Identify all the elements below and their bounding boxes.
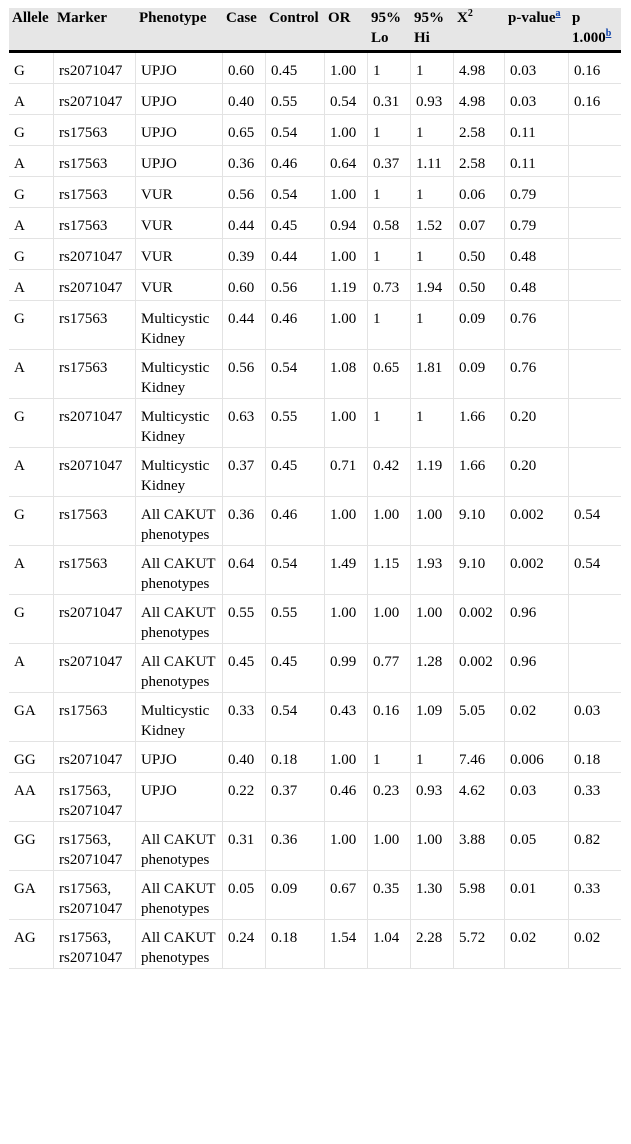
table-row bbox=[9, 920, 621, 969]
table-row bbox=[9, 871, 621, 920]
cell-p-value: 0.79 bbox=[505, 177, 569, 208]
cell-chi-square: 4.62 bbox=[454, 773, 505, 822]
header-chi-square: $X^2$ bbox=[454, 8, 505, 53]
cell-chi-square: 1.66 bbox=[454, 399, 505, 448]
cell-phenotype: All CAKUT phenotypes bbox=[136, 871, 223, 920]
cell-chi-square: 9.10 bbox=[454, 497, 505, 546]
cell-control: 0.54 bbox=[266, 177, 325, 208]
table-row bbox=[9, 693, 621, 742]
cell-p-value: 0.48 bbox=[505, 270, 569, 301]
cell-or: 0.71 bbox=[325, 448, 368, 497]
cell-p-value: 0.76 bbox=[505, 301, 569, 350]
cell-allele: G bbox=[9, 239, 54, 270]
header-95-hi: 95% Hi bbox=[411, 8, 454, 53]
cell-case: 0.64 bbox=[223, 546, 266, 595]
cell-allele: G bbox=[9, 115, 54, 146]
cell-allele: A bbox=[9, 546, 54, 595]
cell-95-hi: 1.52 bbox=[411, 208, 454, 239]
cell-phenotype: All CAKUT phenotypes bbox=[136, 546, 223, 595]
header-marker: Marker bbox=[54, 8, 136, 53]
cell-control: 0.55 bbox=[266, 84, 325, 115]
cell-95-hi: 1.19 bbox=[411, 448, 454, 497]
header-row bbox=[9, 8, 621, 53]
cell-p-1000: 0.02 bbox=[569, 920, 621, 969]
cell-p-value: 0.96 bbox=[505, 595, 569, 644]
cell-control: 0.54 bbox=[266, 693, 325, 742]
cell-p-value: 0.05 bbox=[505, 822, 569, 871]
cell-chi-square: 2.58 bbox=[454, 115, 505, 146]
cell-or: 1.00 bbox=[325, 399, 368, 448]
cell-or: 0.43 bbox=[325, 693, 368, 742]
cell-or: 1.00 bbox=[325, 53, 368, 84]
cell-95-lo: 1 bbox=[368, 177, 411, 208]
cell-chi-square: 7.46 bbox=[454, 742, 505, 773]
footnote-link-b[interactable]: b bbox=[605, 28, 612, 39]
cell-95-lo: 1 bbox=[368, 239, 411, 270]
cell-marker: rs2071047 bbox=[54, 53, 136, 84]
cell-95-hi: 1 bbox=[411, 742, 454, 773]
cell-95-hi: 1.94 bbox=[411, 270, 454, 301]
header-95-lo: 95% Lo bbox=[368, 8, 411, 53]
table-row bbox=[9, 595, 621, 644]
cell-marker: rs17563 bbox=[54, 693, 136, 742]
cell-p-1000 bbox=[569, 239, 621, 270]
cell-95-hi: 1.00 bbox=[411, 822, 454, 871]
cell-95-hi: 1.00 bbox=[411, 595, 454, 644]
cell-or: 1.54 bbox=[325, 920, 368, 969]
cell-allele: G bbox=[9, 497, 54, 546]
cell-p-1000 bbox=[569, 448, 621, 497]
table-row bbox=[9, 301, 621, 350]
cell-control: 0.56 bbox=[266, 270, 325, 301]
cell-p-1000 bbox=[569, 350, 621, 399]
cell-control: 0.45 bbox=[266, 53, 325, 84]
cell-chi-square: 0.07 bbox=[454, 208, 505, 239]
cell-95-lo: 0.65 bbox=[368, 350, 411, 399]
cell-p-value: 0.02 bbox=[505, 693, 569, 742]
cell-p-1000 bbox=[569, 270, 621, 301]
cell-chi-square: 9.10 bbox=[454, 546, 505, 595]
cell-allele: A bbox=[9, 84, 54, 115]
cell-or: 0.67 bbox=[325, 871, 368, 920]
cell-p-value: 0.11 bbox=[505, 146, 569, 177]
cell-marker: rs2071047 bbox=[54, 399, 136, 448]
cell-95-lo: 0.42 bbox=[368, 448, 411, 497]
cell-allele: G bbox=[9, 399, 54, 448]
cell-marker: rs2071047 bbox=[54, 595, 136, 644]
cell-allele: A bbox=[9, 644, 54, 693]
table-row bbox=[9, 270, 621, 301]
cell-allele: GG bbox=[9, 822, 54, 871]
cell-chi-square: 4.98 bbox=[454, 53, 505, 84]
table-row bbox=[9, 742, 621, 773]
cell-or: 0.99 bbox=[325, 644, 368, 693]
table-row bbox=[9, 773, 621, 822]
cell-p-value: 0.48 bbox=[505, 239, 569, 270]
cell-p-1000 bbox=[569, 595, 621, 644]
cell-case: 0.33 bbox=[223, 693, 266, 742]
cell-p-1000: 0.33 bbox=[569, 773, 621, 822]
cell-phenotype: All CAKUT phenotypes bbox=[136, 822, 223, 871]
table-row bbox=[9, 822, 621, 871]
cell-p-value: 0.006 bbox=[505, 742, 569, 773]
cell-phenotype: Multicystic Kidney bbox=[136, 301, 223, 350]
cell-control: 0.46 bbox=[266, 497, 325, 546]
cell-control: 0.37 bbox=[266, 773, 325, 822]
cell-phenotype: UPJO bbox=[136, 146, 223, 177]
table-row bbox=[9, 239, 621, 270]
cell-or: 0.54 bbox=[325, 84, 368, 115]
cell-allele: A bbox=[9, 270, 54, 301]
cell-allele: GA bbox=[9, 871, 54, 920]
cell-p-value: 0.96 bbox=[505, 644, 569, 693]
cell-p-value: 0.20 bbox=[505, 448, 569, 497]
cell-allele: G bbox=[9, 177, 54, 208]
cell-phenotype: All CAKUT phenotypes bbox=[136, 497, 223, 546]
cell-95-lo: 0.37 bbox=[368, 146, 411, 177]
cell-p-1000: 0.18 bbox=[569, 742, 621, 773]
cell-case: 0.56 bbox=[223, 350, 266, 399]
cell-phenotype: UPJO bbox=[136, 115, 223, 146]
cell-control: 0.55 bbox=[266, 595, 325, 644]
cell-marker: rs2071047 bbox=[54, 742, 136, 773]
cell-case: 0.36 bbox=[223, 497, 266, 546]
cell-allele: GG bbox=[9, 742, 54, 773]
cell-marker: rs17563 bbox=[54, 301, 136, 350]
cell-chi-square: 0.06 bbox=[454, 177, 505, 208]
cell-case: 0.45 bbox=[223, 644, 266, 693]
cell-control: 0.54 bbox=[266, 350, 325, 399]
cell-95-hi: 1 bbox=[411, 301, 454, 350]
cell-p-value: 0.02 bbox=[505, 920, 569, 969]
cell-case: 0.56 bbox=[223, 177, 266, 208]
cell-p-1000: 0.03 bbox=[569, 693, 621, 742]
cell-95-hi: 1.93 bbox=[411, 546, 454, 595]
cell-95-hi: 1 bbox=[411, 239, 454, 270]
table-row bbox=[9, 350, 621, 399]
association-table bbox=[9, 8, 621, 969]
cell-or: 1.00 bbox=[325, 115, 368, 146]
cell-phenotype: VUR bbox=[136, 239, 223, 270]
cell-95-hi: 1 bbox=[411, 399, 454, 448]
cell-p-value: 0.11 bbox=[505, 115, 569, 146]
cell-phenotype: VUR bbox=[136, 208, 223, 239]
table-row bbox=[9, 497, 621, 546]
cell-phenotype: Multicystic Kidney bbox=[136, 399, 223, 448]
cell-marker: rs17563, rs2071047 bbox=[54, 822, 136, 871]
cell-or: 1.00 bbox=[325, 177, 368, 208]
cell-95-hi: 1.00 bbox=[411, 497, 454, 546]
cell-control: 0.18 bbox=[266, 920, 325, 969]
cell-phenotype: All CAKUT phenotypes bbox=[136, 595, 223, 644]
cell-95-hi: 1.11 bbox=[411, 146, 454, 177]
cell-p-value: 0.03 bbox=[505, 84, 569, 115]
cell-case: 0.60 bbox=[223, 270, 266, 301]
cell-control: 0.46 bbox=[266, 301, 325, 350]
cell-p-value: 0.79 bbox=[505, 208, 569, 239]
cell-case: 0.44 bbox=[223, 208, 266, 239]
cell-or: 0.94 bbox=[325, 208, 368, 239]
table-row bbox=[9, 177, 621, 208]
cell-or: 1.19 bbox=[325, 270, 368, 301]
cell-p-1000 bbox=[569, 177, 621, 208]
cell-case: 0.55 bbox=[223, 595, 266, 644]
cell-case: 0.22 bbox=[223, 773, 266, 822]
cell-case: 0.24 bbox=[223, 920, 266, 969]
cell-control: 0.09 bbox=[266, 871, 325, 920]
cell-marker: rs17563 bbox=[54, 146, 136, 177]
cell-control: 0.44 bbox=[266, 239, 325, 270]
cell-control: 0.54 bbox=[266, 115, 325, 146]
table-row bbox=[9, 644, 621, 693]
cell-marker: rs2071047 bbox=[54, 239, 136, 270]
header-p-1000: p 1.000$^b$ bbox=[569, 8, 621, 53]
cell-95-lo: 1.00 bbox=[368, 822, 411, 871]
table-row bbox=[9, 448, 621, 497]
cell-control: 0.45 bbox=[266, 208, 325, 239]
cell-p-1000: 0.82 bbox=[569, 822, 621, 871]
cell-95-lo: 1 bbox=[368, 115, 411, 146]
cell-or: 1.00 bbox=[325, 742, 368, 773]
cell-allele: A bbox=[9, 350, 54, 399]
cell-chi-square: 5.72 bbox=[454, 920, 505, 969]
cell-marker: rs2071047 bbox=[54, 448, 136, 497]
cell-p-value: 0.76 bbox=[505, 350, 569, 399]
cell-95-hi: 1.81 bbox=[411, 350, 454, 399]
cell-or: 1.00 bbox=[325, 239, 368, 270]
header-case: Case bbox=[223, 8, 266, 53]
cell-marker: rs2071047 bbox=[54, 270, 136, 301]
cell-or: 1.00 bbox=[325, 497, 368, 546]
cell-control: 0.18 bbox=[266, 742, 325, 773]
cell-allele: A bbox=[9, 208, 54, 239]
cell-marker: rs2071047 bbox=[54, 84, 136, 115]
cell-case: 0.37 bbox=[223, 448, 266, 497]
table-row bbox=[9, 399, 621, 448]
cell-95-lo: 0.23 bbox=[368, 773, 411, 822]
cell-or: 1.00 bbox=[325, 595, 368, 644]
cell-marker: rs17563 bbox=[54, 546, 136, 595]
footnote-link-a[interactable]: a bbox=[555, 8, 561, 19]
cell-95-lo: 1.15 bbox=[368, 546, 411, 595]
cell-chi-square: 5.98 bbox=[454, 871, 505, 920]
cell-95-hi: 0.93 bbox=[411, 84, 454, 115]
cell-phenotype: UPJO bbox=[136, 742, 223, 773]
table-row bbox=[9, 546, 621, 595]
cell-allele: G bbox=[9, 301, 54, 350]
cell-phenotype: UPJO bbox=[136, 84, 223, 115]
cell-allele: A bbox=[9, 146, 54, 177]
cell-allele: AA bbox=[9, 773, 54, 822]
table-container bbox=[9, 8, 621, 969]
cell-phenotype: All CAKUT phenotypes bbox=[136, 644, 223, 693]
cell-95-lo: 1.00 bbox=[368, 595, 411, 644]
cell-case: 0.36 bbox=[223, 146, 266, 177]
cell-chi-square: 3.88 bbox=[454, 822, 505, 871]
header-phenotype: Phenotype bbox=[136, 8, 223, 53]
cell-95-hi: 1 bbox=[411, 115, 454, 146]
cell-95-lo: 1 bbox=[368, 53, 411, 84]
cell-95-hi: 1 bbox=[411, 177, 454, 208]
cell-p-1000 bbox=[569, 115, 621, 146]
cell-p-1000 bbox=[569, 146, 621, 177]
cell-p-1000 bbox=[569, 301, 621, 350]
cell-case: 0.40 bbox=[223, 84, 266, 115]
cell-p-1000: 0.16 bbox=[569, 53, 621, 84]
cell-or: 0.46 bbox=[325, 773, 368, 822]
cell-95-lo: 1.04 bbox=[368, 920, 411, 969]
cell-95-hi: 1.09 bbox=[411, 693, 454, 742]
header-control: Control bbox=[266, 8, 325, 53]
cell-case: 0.39 bbox=[223, 239, 266, 270]
cell-chi-square: 0.50 bbox=[454, 239, 505, 270]
cell-95-hi: 1.28 bbox=[411, 644, 454, 693]
cell-phenotype: UPJO bbox=[136, 53, 223, 84]
cell-p-1000: 0.33 bbox=[569, 871, 621, 920]
cell-case: 0.40 bbox=[223, 742, 266, 773]
cell-95-lo: 0.77 bbox=[368, 644, 411, 693]
cell-95-lo: 1 bbox=[368, 742, 411, 773]
cell-chi-square: 0.50 bbox=[454, 270, 505, 301]
cell-95-lo: 1 bbox=[368, 399, 411, 448]
cell-chi-square: 0.002 bbox=[454, 595, 505, 644]
cell-chi-square: 2.58 bbox=[454, 146, 505, 177]
table-row bbox=[9, 208, 621, 239]
cell-or: 1.49 bbox=[325, 546, 368, 595]
cell-phenotype: Multicystic Kidney bbox=[136, 350, 223, 399]
cell-p-value: 0.01 bbox=[505, 871, 569, 920]
table-row bbox=[9, 53, 621, 84]
cell-phenotype: Multicystic Kidney bbox=[136, 693, 223, 742]
cell-phenotype: Multicystic Kidney bbox=[136, 448, 223, 497]
cell-control: 0.45 bbox=[266, 448, 325, 497]
cell-or: 0.64 bbox=[325, 146, 368, 177]
cell-case: 0.63 bbox=[223, 399, 266, 448]
cell-or: 1.00 bbox=[325, 822, 368, 871]
cell-95-lo: 0.31 bbox=[368, 84, 411, 115]
cell-95-hi: 1 bbox=[411, 53, 454, 84]
cell-control: 0.36 bbox=[266, 822, 325, 871]
cell-control: 0.54 bbox=[266, 546, 325, 595]
cell-chi-square: 0.002 bbox=[454, 644, 505, 693]
cell-chi-square: 4.98 bbox=[454, 84, 505, 115]
cell-case: 0.60 bbox=[223, 53, 266, 84]
cell-allele: G bbox=[9, 595, 54, 644]
cell-p-value: 0.002 bbox=[505, 546, 569, 595]
cell-p-1000: 0.54 bbox=[569, 497, 621, 546]
cell-marker: rs17563 bbox=[54, 115, 136, 146]
cell-phenotype: UPJO bbox=[136, 773, 223, 822]
cell-allele: AG bbox=[9, 920, 54, 969]
cell-p-value: 0.002 bbox=[505, 497, 569, 546]
cell-marker: rs2071047 bbox=[54, 644, 136, 693]
cell-p-1000: 0.16 bbox=[569, 84, 621, 115]
table-body bbox=[9, 53, 621, 969]
cell-95-hi: 1.30 bbox=[411, 871, 454, 920]
cell-p-value: 0.20 bbox=[505, 399, 569, 448]
cell-marker: rs17563 bbox=[54, 208, 136, 239]
table-row bbox=[9, 84, 621, 115]
cell-chi-square: 0.09 bbox=[454, 301, 505, 350]
table-header bbox=[9, 8, 621, 53]
cell-case: 0.05 bbox=[223, 871, 266, 920]
cell-95-lo: 0.58 bbox=[368, 208, 411, 239]
cell-marker: rs17563, rs2071047 bbox=[54, 773, 136, 822]
cell-95-lo: 0.73 bbox=[368, 270, 411, 301]
cell-marker: rs17563 bbox=[54, 497, 136, 546]
cell-95-hi: 2.28 bbox=[411, 920, 454, 969]
cell-control: 0.55 bbox=[266, 399, 325, 448]
cell-marker: rs17563, rs2071047 bbox=[54, 871, 136, 920]
cell-p-1000 bbox=[569, 644, 621, 693]
cell-p-value: 0.03 bbox=[505, 53, 569, 84]
cell-control: 0.46 bbox=[266, 146, 325, 177]
cell-p-1000: 0.54 bbox=[569, 546, 621, 595]
cell-marker: rs17563, rs2071047 bbox=[54, 920, 136, 969]
cell-case: 0.65 bbox=[223, 115, 266, 146]
cell-marker: rs17563 bbox=[54, 350, 136, 399]
cell-allele: A bbox=[9, 448, 54, 497]
cell-or: 1.08 bbox=[325, 350, 368, 399]
header-p-value: p-value$^a$ bbox=[505, 8, 569, 53]
cell-p-value: 0.03 bbox=[505, 773, 569, 822]
cell-control: 0.45 bbox=[266, 644, 325, 693]
table-row bbox=[9, 115, 621, 146]
header-or: OR bbox=[325, 8, 368, 53]
cell-or: 1.00 bbox=[325, 301, 368, 350]
cell-allele: GA bbox=[9, 693, 54, 742]
header-allele: Allele bbox=[9, 8, 54, 53]
cell-p-1000 bbox=[569, 208, 621, 239]
table-row bbox=[9, 146, 621, 177]
cell-95-lo: 0.16 bbox=[368, 693, 411, 742]
cell-case: 0.44 bbox=[223, 301, 266, 350]
cell-chi-square: 1.66 bbox=[454, 448, 505, 497]
cell-case: 0.31 bbox=[223, 822, 266, 871]
cell-phenotype: VUR bbox=[136, 270, 223, 301]
cell-chi-square: 5.05 bbox=[454, 693, 505, 742]
cell-phenotype: All CAKUT phenotypes bbox=[136, 920, 223, 969]
cell-marker: rs17563 bbox=[54, 177, 136, 208]
cell-95-hi: 0.93 bbox=[411, 773, 454, 822]
cell-p-1000 bbox=[569, 399, 621, 448]
cell-95-lo: 1 bbox=[368, 301, 411, 350]
cell-allele: G bbox=[9, 53, 54, 84]
cell-95-lo: 0.35 bbox=[368, 871, 411, 920]
cell-chi-square: 0.09 bbox=[454, 350, 505, 399]
cell-95-lo: 1.00 bbox=[368, 497, 411, 546]
cell-phenotype: VUR bbox=[136, 177, 223, 208]
